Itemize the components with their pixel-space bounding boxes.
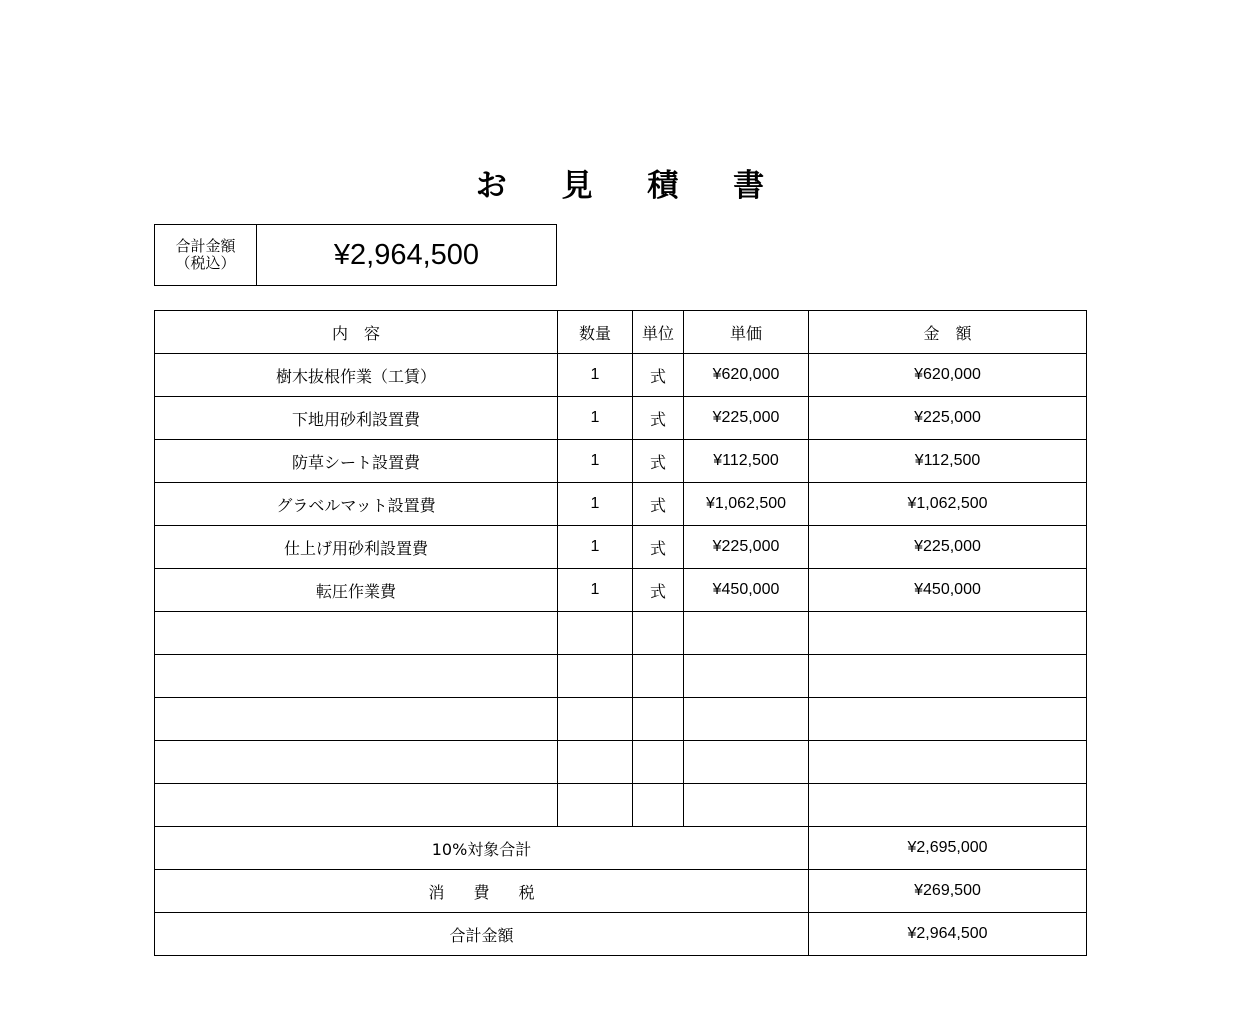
header-qty: 数量 bbox=[558, 311, 633, 354]
header-unit-price: 単価 bbox=[684, 311, 809, 354]
row-qty: 1 bbox=[558, 354, 633, 397]
total-amount-label bbox=[155, 225, 257, 285]
row-unit-price: ¥620,000 bbox=[684, 354, 809, 397]
row-item: 樹木抜根作業（工賃） bbox=[155, 354, 558, 397]
row-unit: 式 bbox=[633, 569, 684, 612]
document-title: お 見 積 書 bbox=[475, 168, 787, 204]
tax-row bbox=[155, 870, 1087, 913]
row-qty: 1 bbox=[558, 397, 633, 440]
empty-row bbox=[155, 784, 1087, 827]
tax-label: 消 費 税 bbox=[155, 870, 809, 913]
row-unit-price: ¥112,500 bbox=[684, 440, 809, 483]
row-unit-price: ¥450,000 bbox=[684, 569, 809, 612]
empty-cell bbox=[809, 612, 1087, 655]
empty-cell bbox=[155, 698, 558, 741]
empty-cell bbox=[558, 741, 633, 784]
empty-cell bbox=[684, 655, 809, 698]
empty-cell bbox=[809, 741, 1087, 784]
header-amount: 金 額 bbox=[809, 311, 1087, 354]
empty-cell bbox=[684, 698, 809, 741]
grand-total-value: ¥2,964,500 bbox=[809, 913, 1087, 956]
total-amount-value: ¥2,964,500 bbox=[333, 238, 480, 271]
table-row bbox=[155, 569, 1087, 612]
table-row bbox=[155, 483, 1087, 526]
empty-cell bbox=[155, 784, 558, 827]
empty-cell bbox=[558, 698, 633, 741]
empty-cell bbox=[684, 612, 809, 655]
row-amount: ¥450,000 bbox=[809, 569, 1087, 612]
empty-cell bbox=[684, 741, 809, 784]
row-amount: ¥225,000 bbox=[809, 397, 1087, 440]
row-item: 防草シート設置費 bbox=[155, 440, 558, 483]
row-item: 転圧作業費 bbox=[155, 569, 558, 612]
row-qty: 1 bbox=[558, 526, 633, 569]
empty-cell bbox=[809, 784, 1087, 827]
empty-cell bbox=[558, 784, 633, 827]
row-item: 仕上げ用砂利設置費 bbox=[155, 526, 558, 569]
subtotal-row bbox=[155, 827, 1087, 870]
table-row bbox=[155, 397, 1087, 440]
subtotal-label: 10%対象合計 bbox=[155, 827, 809, 870]
empty-row bbox=[155, 698, 1087, 741]
subtotal-value: ¥2,695,000 bbox=[809, 827, 1087, 870]
empty-cell bbox=[558, 655, 633, 698]
grand-total-row bbox=[155, 913, 1087, 956]
row-unit: 式 bbox=[633, 440, 684, 483]
header-item: 内 容 bbox=[155, 311, 558, 354]
tax-value: ¥269,500 bbox=[809, 870, 1087, 913]
empty-cell bbox=[633, 698, 684, 741]
table-row bbox=[155, 440, 1087, 483]
total-amount-box bbox=[154, 224, 557, 286]
row-amount: ¥112,500 bbox=[809, 440, 1087, 483]
empty-cell bbox=[155, 612, 558, 655]
row-unit: 式 bbox=[633, 354, 684, 397]
empty-row bbox=[155, 741, 1087, 784]
empty-cell bbox=[558, 612, 633, 655]
empty-cell bbox=[633, 612, 684, 655]
empty-cell bbox=[809, 655, 1087, 698]
row-qty: 1 bbox=[558, 440, 633, 483]
empty-cell bbox=[155, 741, 558, 784]
empty-row bbox=[155, 612, 1087, 655]
header-unit: 単位 bbox=[633, 311, 684, 354]
empty-cell bbox=[155, 655, 558, 698]
row-item: 下地用砂利設置費 bbox=[155, 397, 558, 440]
row-unit: 式 bbox=[633, 483, 684, 526]
table-header-row bbox=[155, 311, 1087, 354]
row-amount: ¥1,062,500 bbox=[809, 483, 1087, 526]
empty-cell bbox=[809, 698, 1087, 741]
row-item: グラベルマット設置費 bbox=[155, 483, 558, 526]
row-unit: 式 bbox=[633, 397, 684, 440]
total-amount-label-line2: （税込） bbox=[175, 254, 236, 272]
row-amount: ¥620,000 bbox=[809, 354, 1087, 397]
total-amount-label-line1: 合計金額 bbox=[175, 237, 236, 255]
row-amount: ¥225,000 bbox=[809, 526, 1087, 569]
empty-row bbox=[155, 655, 1087, 698]
empty-cell bbox=[684, 784, 809, 827]
row-unit-price: ¥1,062,500 bbox=[684, 483, 809, 526]
row-unit: 式 bbox=[633, 526, 684, 569]
empty-cell bbox=[633, 655, 684, 698]
row-unit-price: ¥225,000 bbox=[684, 397, 809, 440]
row-unit-price: ¥225,000 bbox=[684, 526, 809, 569]
table-row bbox=[155, 526, 1087, 569]
empty-cell bbox=[633, 784, 684, 827]
row-qty: 1 bbox=[558, 569, 633, 612]
table-row bbox=[155, 354, 1087, 397]
row-qty: 1 bbox=[558, 483, 633, 526]
empty-cell bbox=[633, 741, 684, 784]
grand-total-label: 合計金額 bbox=[155, 913, 809, 956]
estimate-table bbox=[154, 310, 1087, 956]
